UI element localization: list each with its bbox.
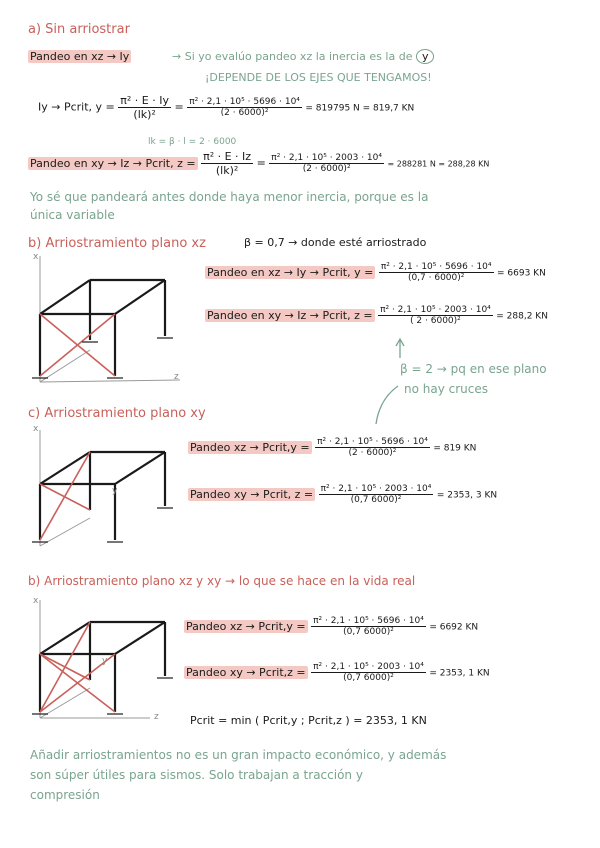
eq-d1-result: = 6692 KN (429, 622, 479, 633)
eq-c1-num: π² · 2,1 · 10⁵ · 5696 · 10⁴ (317, 437, 428, 447)
eq-a2-frac2 (269, 153, 384, 174)
comment-a1: Yo sé que pandeará antes donde haya menor inercia, porque es la (30, 190, 429, 204)
eq-a1-frac1-den: (lk)² (133, 108, 156, 121)
axis-y-d: y (102, 656, 108, 666)
inertia-note-text: → Si yo evalúo pandeo xz la inercia es la de (172, 50, 413, 63)
axis-x-d: x (33, 596, 39, 606)
frame-diagram-b (30, 252, 210, 392)
eq-c2-lhs: Pandeo xy → Pcrit, z = (190, 487, 314, 501)
eq-a2-frac1 (201, 150, 253, 177)
section-b-title: b) Arriostramiento plano xz (28, 236, 206, 251)
eq-d1-frac (311, 616, 426, 637)
beta-explain-1: β = 2 → pq en ese plano (400, 362, 547, 376)
eq-a1-lhs: Iy → Pcrit, y = (38, 100, 115, 114)
eq-a1-result: = 819795 N = 819,7 KN (305, 103, 415, 114)
footer-line-1: Añadir arriostramientos no es un gran impacto económico, y además (30, 748, 447, 762)
eq-a1-frac2-den: (2 · 6000)² (220, 108, 269, 118)
eq-a2-frac2-den: (2 · 6000)² (302, 164, 351, 174)
beta-arrow (370, 336, 410, 426)
eq-c2-den: (0,7 6000)² (350, 495, 402, 505)
eq-c1-den: (2 · 6000)² (348, 448, 397, 458)
eq-b1 (205, 262, 546, 283)
eq-d2-den: (0,7 6000)² (343, 673, 394, 683)
eq-b2-num: π² · 2,1 · 10⁵ · 2003 · 10⁴ (380, 305, 491, 315)
eq-c2 (188, 484, 497, 505)
pandeo-xz-label: Pandeo en xz → Iy (30, 50, 130, 63)
eq-b1-result: = 6693 KN (497, 268, 546, 279)
eq-b2-frac (378, 305, 493, 326)
pandeo-xy-label: Pandeo en xy → Iz → Pcrit, z = (30, 156, 196, 170)
eq-c1-frac (315, 437, 430, 458)
eq-b2-result: = 288,2 KN (496, 311, 548, 322)
eq-b1-den: (0,7 · 6000)² (407, 273, 465, 283)
eq-a2: Pandeo en xy → Iz → Pcrit, z = $\frac{\text{π² · E · Iz}}{\text{(lk)²}}$ = $\frac{\text{π² · 2,1 · 10⁵ · 2003 · 10⁴}}{\text{(2 · 6000)²}}$ = 288281 N = 288,28 KN (30, 150, 490, 177)
eq-c2-frac (319, 484, 434, 505)
eq-a1: Iy → Pcrit, y = $\frac{\text{π² · E · Iy}}{\text{(lk)²}}$ = $\frac{\text{π² · 2,1 · 10⁵ · 5696 · 10⁴}}{\text{(2 · 6000)²}}$ = 819795 N = 819,7 KN (38, 94, 415, 121)
eq-c1-result: = 819 KN (433, 443, 477, 454)
frame-diagram-d (30, 596, 200, 730)
eq-b1-frac (379, 262, 494, 283)
section-d-title: b) Arriostramiento plano xz y xy → lo que se hace en la vida real (28, 574, 416, 588)
section-c-title: c) Arriostramiento plano xy (28, 406, 206, 421)
eq-c1 (188, 437, 476, 458)
eq-d2-frac (311, 662, 426, 683)
eq-b2-lhs: Pandeo en xy → Iz → Pcrit, z = (207, 308, 373, 322)
eq-b2 (205, 305, 548, 326)
eq-a2-frac1-num: π² · E · Iz (203, 150, 252, 163)
eq-d1 (184, 616, 478, 637)
axis-z-b: z (174, 372, 179, 382)
eq-c2-num: π² · 2,1 · 10⁵ · 2003 · 10⁴ (320, 484, 432, 494)
footer-line-2: son súper útiles para sismos. Solo trabajan a tracción y (30, 768, 363, 782)
eq-a1-frac1-num: π² · E · Iy (120, 94, 169, 107)
axis-x-b: x (33, 252, 39, 262)
lk-note: lk = β · l = 2 · 6000 (148, 137, 237, 147)
beta-note: β = 0,7 → donde esté arriostrado (244, 236, 427, 249)
inertia-note (172, 49, 434, 64)
eq-d1-den: (0,7 6000)² (343, 627, 394, 637)
eq-d2 (184, 662, 490, 683)
eq-a1-frac2 (187, 97, 302, 118)
eq-a2-result: = 288281 N = 288,28 KN (387, 159, 490, 169)
eq-c1-lhs: Pandeo xz → Pcrit,y = (190, 440, 310, 454)
axes-note: ¡DEPENDE DE LOS EJES QUE TENGAMOS! (205, 71, 432, 84)
axis-z-d: z (154, 712, 159, 722)
eq-d1-lhs: Pandeo xz → Pcrit,y = (186, 619, 306, 633)
eq-a1-frac2-num: π² · 2,1 · 10⁵ · 5696 · 10⁴ (189, 97, 300, 107)
eq-a1-frac1 (118, 94, 171, 121)
comment-a2: única variable (30, 208, 115, 222)
axis-y-c: y (112, 486, 118, 496)
eq-b1-num: π² · 2,1 · 10⁵ · 5696 · 10⁴ (380, 262, 492, 272)
axis-circle: y (416, 49, 435, 64)
eq-b2-den: ( 2 · 6000)² (410, 316, 461, 326)
eq-c2-result: = 2353, 3 KN (436, 490, 498, 501)
section-a-title: a) Sin arriostrar (28, 22, 130, 37)
eq-a2-frac2-num: π² · 2,1 · 10⁵ · 2003 · 10⁴ (271, 153, 382, 163)
eq-d2-result: = 2353, 1 KN (429, 668, 490, 679)
axis-x-c: x (33, 424, 39, 434)
eq-d3: Pcrit = min ( Pcrit,y ; Pcrit,z ) = 2353, 1 KN (190, 714, 427, 727)
beta-explain-2: no hay cruces (404, 382, 489, 396)
pandeo-xz-line (28, 50, 131, 63)
eq-d2-lhs: Pandeo xy → Pcrit,z = (186, 665, 306, 679)
eq-d1-num: π² · 2,1 · 10⁵ · 5696 · 10⁴ (313, 616, 424, 626)
footer-line-3: compresión (30, 788, 100, 802)
eq-a2-frac1-den: (lk)² (215, 164, 239, 177)
eq-d2-num: π² · 2,1 · 10⁵ · 2003 · 10⁴ (313, 662, 424, 672)
eq-b1-lhs: Pandeo en xz → Iy → Pcrit, y = (207, 265, 374, 279)
